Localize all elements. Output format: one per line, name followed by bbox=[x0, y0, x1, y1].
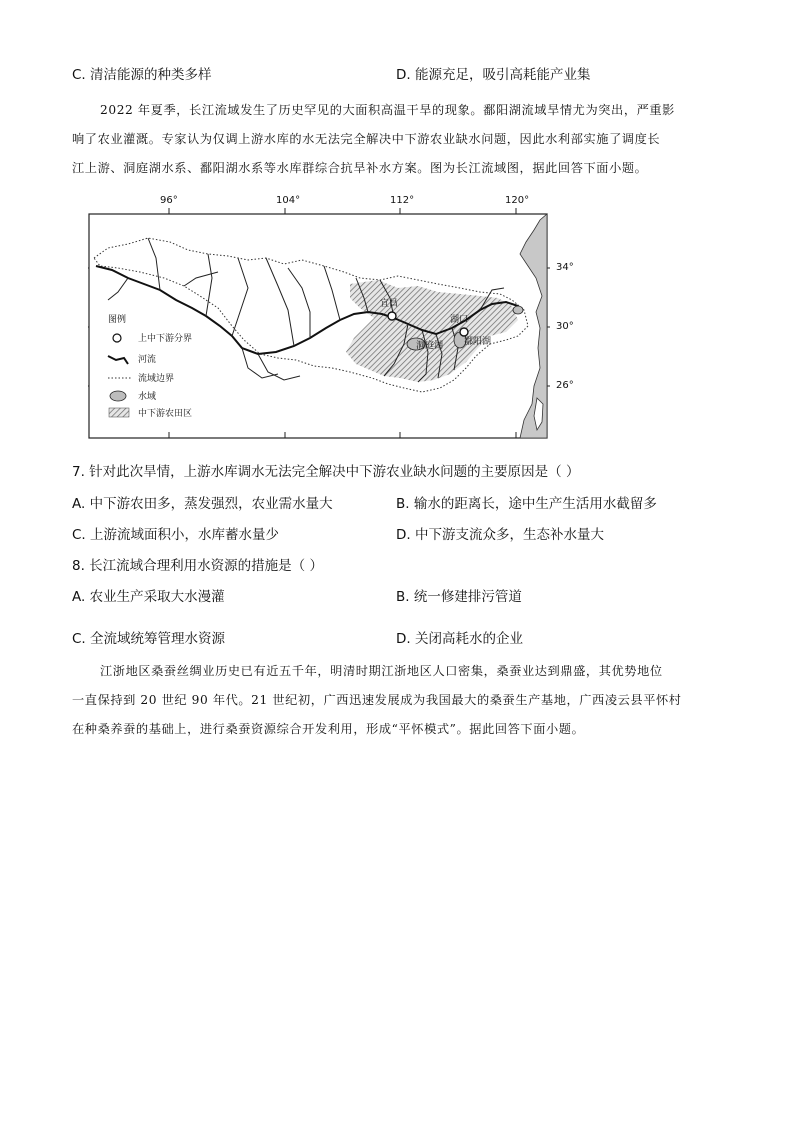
legend-farmland-icon bbox=[109, 408, 129, 417]
option-c-prev: C. 清洁能源的种类多样 bbox=[72, 67, 212, 83]
passage-1-line: 江上游、洞庭湖水系、鄱阳湖水系等水库群综合抗旱补水方案。图为长江流域图，据此回答下面小题。 bbox=[72, 161, 648, 175]
lon-label: 104° bbox=[276, 195, 301, 206]
legend-river: 河流 bbox=[138, 355, 157, 365]
legend-title: 图例 bbox=[108, 315, 127, 325]
q8-option-d[interactable]: D. 关闭高耗水的企业 bbox=[396, 631, 523, 647]
yangtze-basin-map bbox=[88, 208, 550, 440]
option-d-prev: D. 能源充足，吸引高耗能产业集 bbox=[396, 67, 591, 83]
legend-farmland: 中下游农田区 bbox=[138, 409, 193, 419]
label-yichang: 宜昌 bbox=[380, 299, 399, 309]
q8-option-c[interactable]: C. 全流域统筹管理水资源 bbox=[72, 631, 226, 647]
question-7-stem: 7. 针对此次旱情，上游水库调水无法完全解决中下游农业缺水问题的主要原因是（ ） bbox=[72, 464, 580, 480]
q7-option-a[interactable]: A. 中下游农田多，蒸发强烈，农业需水量大 bbox=[72, 496, 333, 512]
legend-point-icon bbox=[113, 334, 121, 342]
passage-1-line: 响了农业灌溉。专家认为仅调上游水库的水无法完全解决中下游农业缺水问题，因此水利部实施了调度长 bbox=[72, 132, 661, 146]
lat-label: 30° bbox=[556, 321, 574, 332]
q7-option-c[interactable]: C. 上游流域面积小，水库蓄水量少 bbox=[72, 527, 280, 543]
map-svg bbox=[88, 208, 550, 440]
label-hukou: 湖口 bbox=[450, 315, 469, 325]
label-dongting: 洞庭湖 bbox=[416, 341, 444, 351]
legend-water-icon bbox=[110, 391, 126, 401]
lon-label: 120° bbox=[505, 195, 530, 206]
taihu-lake bbox=[513, 306, 523, 314]
question-8-stem: 8. 长江流域合理利用水资源的措施是（ ） bbox=[72, 558, 323, 574]
passage-2-line: 江浙地区桑蚕丝绸业历史已有近五千年，明清时期江浙地区人口密集，桑蚕业达到鼎盛，其优势地位 bbox=[100, 664, 663, 678]
hukou-point bbox=[460, 328, 468, 336]
passage-1 bbox=[72, 96, 724, 183]
yichang-point bbox=[388, 312, 396, 320]
passage-2 bbox=[72, 657, 724, 744]
passage-2-line: 一直保持到 20 世纪 90 年代。21 世纪初，广西迅速发展成为我国最大的桑蚕生产基地，广西凌云县平怀村 bbox=[72, 693, 682, 707]
legend-basin-boundary: 流域边界 bbox=[138, 374, 175, 384]
passage-1-line: 2022 年夏季，长江流域发生了历史罕见的大面积高温干旱的现象。鄱阳湖流域旱情尤为突出，严重影 bbox=[100, 103, 675, 117]
lon-label: 96° bbox=[160, 195, 178, 206]
q7-option-b[interactable]: B. 输水的距离长，途中生产生活用水截留多 bbox=[396, 496, 657, 512]
legend-water: 水域 bbox=[138, 392, 157, 402]
label-poyang: 鄱阳湖 bbox=[464, 337, 492, 347]
lon-label: 112° bbox=[390, 195, 415, 206]
q7-option-d[interactable]: D. 中下游支流众多，生态补水量大 bbox=[396, 527, 604, 543]
lat-label: 26° bbox=[556, 380, 574, 391]
passage-2-line: 在种桑养蚕的基础上，进行桑蚕资源综合开发利用，形成“平怀模式”。据此回答下面小题。 bbox=[72, 722, 585, 736]
lat-label: 34° bbox=[556, 262, 574, 273]
q8-option-a[interactable]: A. 农业生产采取大水漫灌 bbox=[72, 589, 225, 605]
q8-option-b[interactable]: B. 统一修建排污管道 bbox=[396, 589, 522, 605]
legend-boundary-point: 上中下游分界 bbox=[138, 334, 193, 344]
